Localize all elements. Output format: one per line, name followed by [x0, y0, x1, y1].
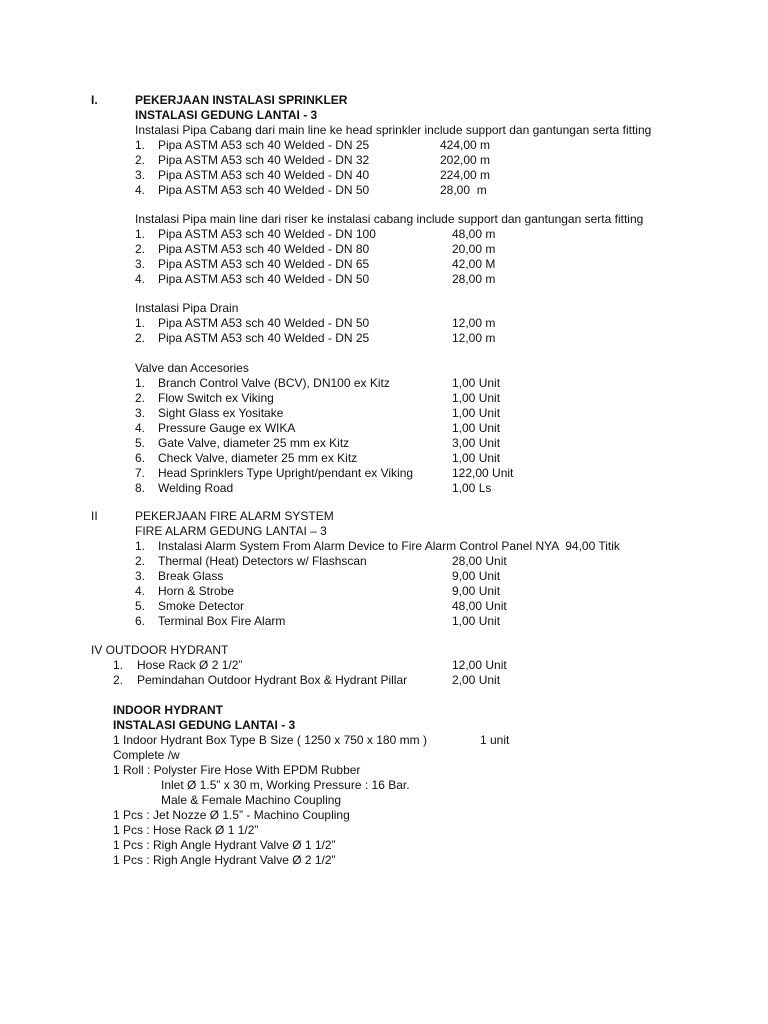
item-quantity: 12,00 m	[452, 316, 496, 330]
item-quantity: 12,00 m	[452, 331, 496, 345]
item-quantity: 48,00 m	[452, 227, 496, 241]
section-indoor-title: INDOOR HYDRANT	[113, 703, 223, 717]
item-number: 1.	[135, 316, 146, 330]
item-description: Hose Rack Ø 2 1/2”	[137, 658, 243, 672]
section-indoor-subtitle: INSTALASI GEDUNG LANTAI - 3	[113, 718, 296, 732]
complete-with-line: Complete /w	[113, 748, 180, 762]
item-number: 2.	[135, 331, 146, 345]
item-quantity: 48,00 Unit	[452, 599, 507, 613]
item-number: 1.	[135, 539, 146, 553]
pcs-line: 1 Pcs : Jet Nozze Ø 1.5” - Machino Coupling	[113, 808, 350, 822]
item-number: 3.	[135, 257, 146, 271]
item-description: Pemindahan Outdoor Hydrant Box & Hydrant Pillar	[137, 673, 408, 687]
section-outdoor-title: IV OUTDOOR HYDRANT	[91, 643, 229, 657]
section-2-number: II	[91, 509, 98, 523]
item-number: 8.	[135, 481, 146, 495]
item-description: Head Sprinklers Type Upright/pendant ex Viking	[158, 466, 414, 480]
item-quantity: 424,00 m	[440, 138, 491, 152]
item-number: 1.	[113, 658, 124, 672]
item-quantity: 202,00 m	[440, 153, 491, 167]
item-description: Thermal (Heat) Detectors w/ Flashscan	[158, 554, 367, 568]
item-quantity: 1,00 Unit	[452, 421, 501, 435]
item-number: 4.	[135, 584, 146, 598]
item-description: Sight Glass ex Yositake	[158, 406, 284, 420]
hydrant-box-qty: 1 unit	[480, 733, 510, 747]
item-description: Branch Control Valve (BCV), DN100 ex Kitz	[158, 376, 390, 390]
item-quantity: 1,00 Ls	[452, 481, 492, 495]
fire-hose-line: 1 Roll : Polyster Fire Hose With EPDM Rubber	[113, 763, 361, 777]
item-description: Pipa ASTM A53 sch 40 Welded - DN 80	[158, 242, 370, 256]
item-description: Terminal Box Fire Alarm	[158, 614, 286, 628]
item-quantity: 1,00 Unit	[452, 451, 501, 465]
item-quantity: 3,00 Unit	[452, 436, 501, 450]
inlet-spec-line: Inlet Ø 1.5” x 30 m, Working Pressure : 16 Bar.	[161, 778, 410, 792]
item-description: Pipa ASTM A53 sch 40 Welded - DN 32	[158, 153, 370, 167]
item-description: Pipa ASTM A53 sch 40 Welded - DN 100	[158, 227, 376, 241]
item-number: 5.	[135, 436, 146, 450]
item-number: 2.	[113, 673, 124, 687]
item-description: Check Valve, diameter 25 mm ex Kitz	[158, 451, 358, 465]
item-description: Pipa ASTM A53 sch 40 Welded - DN 65	[158, 257, 370, 271]
item-number: 2.	[135, 242, 146, 256]
item-number: 3.	[135, 168, 146, 182]
item-number: 2.	[135, 153, 146, 167]
item-number: 2.	[135, 391, 146, 405]
item-description: Pipa ASTM A53 sch 40 Welded - DN 25	[158, 331, 370, 345]
item-number: 6.	[135, 614, 146, 628]
section-2-subtitle: FIRE ALARM GEDUNG LANTAI – 3	[135, 524, 327, 538]
item-quantity: 224,00 m	[440, 168, 491, 182]
coupling-line: Male & Female Machino Coupling	[161, 793, 342, 807]
item-quantity: 1,00 Unit	[452, 391, 501, 405]
pcs-line: 1 Pcs : Righ Angle Hydrant Valve Ø 2 1/2”	[113, 853, 336, 867]
item-description: Break Glass	[158, 569, 224, 583]
item-number: 4.	[135, 421, 146, 435]
item-quantity: 9,00 Unit	[452, 569, 501, 583]
item-quantity: 1,00 Unit	[452, 614, 501, 628]
item-number: 4.	[135, 183, 146, 197]
item-quantity: 42,00 M	[452, 257, 496, 271]
item-quantity: 1,00 Unit	[452, 376, 501, 390]
item-quantity: 1,00 Unit	[452, 406, 501, 420]
item-description: Pressure Gauge ex WIKA	[158, 421, 296, 435]
item-number: 1.	[135, 376, 146, 390]
item-number: 1.	[135, 138, 146, 152]
item-number: 7.	[135, 466, 146, 480]
item-description: Flow Switch ex Viking	[158, 391, 274, 405]
item-number: 6.	[135, 451, 146, 465]
item-description: Pipa ASTM A53 sch 40 Welded - DN 50	[158, 183, 370, 197]
section-2-title: PEKERJAAN FIRE ALARM SYSTEM	[135, 509, 334, 523]
item-description: Pipa ASTM A53 sch 40 Welded - DN 50	[158, 316, 370, 330]
item-number: 3.	[135, 569, 146, 583]
item-number: 4.	[135, 272, 146, 286]
item-description: Horn & Strobe	[158, 584, 235, 598]
item-description: Gate Valve, diameter 25 mm ex Kitz	[158, 436, 350, 450]
item-description: Pipa ASTM A53 sch 40 Welded - DN 25	[158, 138, 370, 152]
item-number: 5.	[135, 599, 146, 613]
item-description: Pipa ASTM A53 sch 40 Welded - DN 50	[158, 272, 370, 286]
item-quantity: 9,00 Unit	[452, 584, 501, 598]
item-description: Smoke Detector	[158, 599, 245, 613]
item-quantity: 28,00 Unit	[452, 554, 507, 568]
section-1-title: PEKERJAAN INSTALASI SPRINKLER	[135, 93, 348, 107]
pcs-line: 1 Pcs : Righ Angle Hydrant Valve Ø 1 1/2”	[113, 838, 336, 852]
group-heading-valves: Valve dan Accesories	[135, 361, 249, 375]
item-quantity: 20,00 m	[452, 242, 496, 256]
section-1-subtitle: INSTALASI GEDUNG LANTAI - 3	[135, 108, 318, 122]
item-quantity: 2,00 Unit	[452, 673, 501, 687]
group-heading-branch-pipe: Instalasi Pipa Cabang dari main line ke head sprinkler include support dan gantungan serta fitting	[135, 123, 652, 137]
hydrant-box-line: 1 Indoor Hydrant Box Type B Size ( 1250 x 750 x 180 mm )	[113, 733, 427, 747]
item-number: 1.	[135, 227, 146, 241]
item-description: Instalasi Alarm System From Alarm Device to Fire Alarm Control Panel NYA 94,00 Titik	[158, 539, 620, 553]
group-heading-main-line: Instalasi Pipa main line dari riser ke instalasi cabang include support dan gantungan serta fitting	[135, 212, 644, 226]
item-number: 3.	[135, 406, 146, 420]
pcs-line: 1 Pcs : Hose Rack Ø 1 1/2”	[113, 823, 259, 837]
item-quantity: 28,00 m	[440, 183, 487, 197]
item-quantity: 122,00 Unit	[452, 466, 514, 480]
item-quantity: 28,00 m	[452, 272, 496, 286]
item-description: Welding Road	[158, 481, 234, 495]
group-heading-drain: Instalasi Pipa Drain	[135, 301, 239, 315]
item-description: Pipa ASTM A53 sch 40 Welded - DN 40	[158, 168, 370, 182]
item-quantity: 12,00 Unit	[452, 658, 507, 672]
section-1-number: I.	[91, 93, 98, 107]
item-number: 2.	[135, 554, 146, 568]
